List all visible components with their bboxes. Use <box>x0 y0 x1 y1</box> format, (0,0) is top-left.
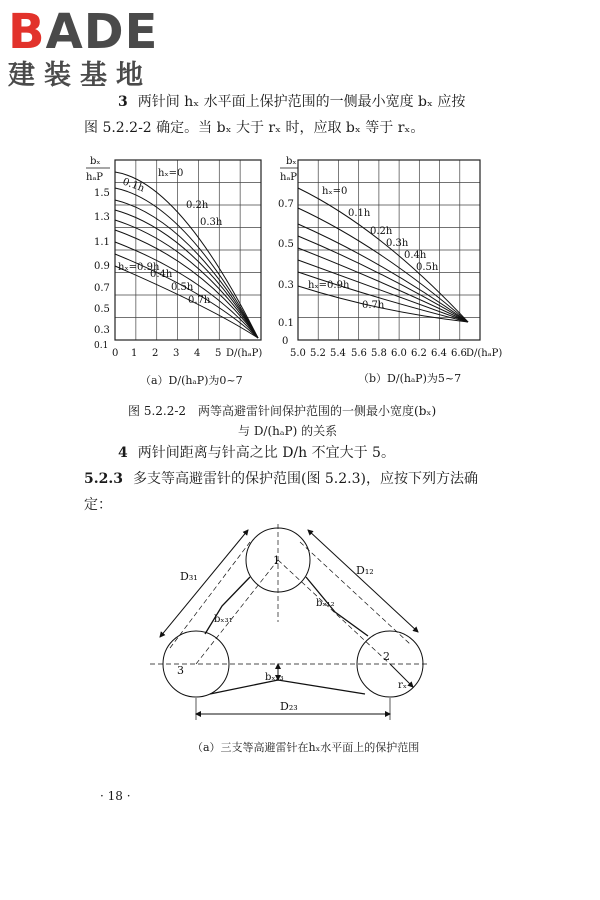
three-rod-protection-diagram <box>150 522 450 722</box>
chart-a-curve-label: 0.4h <box>150 269 173 280</box>
dim-d31-label: D₃₁ <box>180 570 198 583</box>
brand-logo <box>8 6 178 96</box>
chart-a-curve <box>115 172 258 338</box>
chart-a <box>86 156 262 359</box>
paragraph-3-line2: 图 5.2.2-2 确定。当 bₓ 大于 rₓ 时，应取 bₓ 等于 rₓ。 <box>84 120 425 136</box>
chart-b-xtick: 6.4 <box>431 348 447 359</box>
chart-b-curve-label: 0.7h <box>362 300 385 311</box>
chart-a-curve-label: 0.1h <box>120 176 146 195</box>
chart-a-xtick: 1 <box>131 348 138 359</box>
chart-a-curve-label: hₓ=0 <box>158 168 184 179</box>
chart-a-xtick: 0 <box>112 348 119 359</box>
diagram-caption: （a）三支等高避雷针在hₓ水平面上的保护范围 <box>192 741 420 754</box>
chart-a-ytick: 0.5 <box>94 304 110 315</box>
chart-a-xtick: 5 <box>215 348 222 359</box>
chart-b-ytick: 0.3 <box>278 280 294 291</box>
chart-a-curve <box>115 210 258 338</box>
chart-b-xtick: 6.6 <box>451 348 467 359</box>
chart-b-sublabel: （b）D/(hₐP)为5~7 <box>358 372 462 385</box>
chart-b-curve-label: 0.2h <box>370 226 393 237</box>
chart-b-ylabel-bottom: hₐP <box>280 172 298 183</box>
chart-b-curve-label: hₓ=0.9h <box>308 280 350 291</box>
chart-a-xlabel: D/(hₐP) <box>226 348 263 359</box>
chart-b-curve-label: 0.4h <box>404 250 427 261</box>
radius-rx-label: rₓ <box>398 680 408 691</box>
chart-b-curve-label: 0.1h <box>348 208 371 219</box>
chart-a-curve-label: 0.3h <box>200 217 223 228</box>
chart-b-xtick: 6.0 <box>391 348 407 359</box>
chart-a-curve-label: hₓ=0.9h <box>118 262 160 273</box>
rod-2-label: 2 <box>383 650 390 663</box>
chart-a-xtick: 4 <box>194 348 201 359</box>
chart-b-xlabel: D/(hₐP) <box>466 348 503 359</box>
chart-a-ytick: 1.1 <box>94 237 110 248</box>
chart-b-ytick: 0.7 <box>278 199 294 210</box>
logo-wordmark: BADE <box>8 4 159 60</box>
section-5-2-3-line2: 定： <box>84 497 112 513</box>
rod-1-label: 1 <box>273 554 280 567</box>
chart-b-ytick: 0.1 <box>278 318 294 329</box>
chart-a-curve-label: 0.7h <box>188 295 211 306</box>
chart-b-xtick: 5.8 <box>371 348 387 359</box>
section-5-2-3-line1: 5.2.3 多支等高避雷针的保护范围(图 5.2.3)，应按下列方法确 <box>84 471 478 487</box>
chart-a-ytick: 0.9 <box>94 261 110 272</box>
figure-caption-line1: 图 5.2.2-2 两等高避雷针间保护范围的一侧最小宽度(bₓ) <box>128 404 437 418</box>
chart-a-ylabel-bottom: hₐP <box>86 172 104 183</box>
page-number: · 18 · <box>100 789 131 803</box>
dim-d12-label: D₁₂ <box>356 564 374 577</box>
chart-b-xtick: 5.2 <box>310 348 326 359</box>
chart-b-curve <box>298 260 468 322</box>
chart-a-ytick: 0.7 <box>94 283 110 294</box>
chart-b <box>278 156 502 359</box>
logo-subtitle: 建装基地 <box>8 60 152 91</box>
chart-b-curve-label: hₓ=0 <box>322 186 348 197</box>
chart-b-xtick: 5.4 <box>330 348 346 359</box>
figure-5-2-2-2-charts <box>80 150 520 370</box>
dim-d23-label: D₂₃ <box>280 700 298 713</box>
chart-a-ytick: 1.5 <box>94 188 110 199</box>
width-bx31-label: bₓ₃₁ <box>214 614 233 625</box>
chart-b-xtick: 5.0 <box>290 348 306 359</box>
chart-b-curve-label: 0.5h <box>416 262 439 273</box>
rod-3-label: 3 <box>177 664 184 677</box>
chart-a-xtick: 3 <box>173 348 180 359</box>
paragraph-3-line1: 3 两针间 hₓ 水平面上保护范围的一侧最小宽度 bₓ 应按 <box>118 94 466 110</box>
figure-caption-line2: 与 D/(hₐP) 的关系 <box>238 424 338 438</box>
chart-a-sublabel: （a）D/(hₐP)为0~7 <box>140 374 243 387</box>
width-bx12-label: bₓ₁₂ <box>316 598 335 609</box>
chart-a-ytick: 1.3 <box>94 212 110 223</box>
chart-a-ytick: 0.1 <box>94 341 109 351</box>
paragraph-4: 4 两针间距离与针高之比 D/h 不宜大于 5。 <box>118 445 395 461</box>
chart-a-curve-label: 0.5h <box>171 282 194 293</box>
chart-a-ytick: 0.3 <box>94 325 110 336</box>
chart-a-xtick: 2 <box>152 348 159 359</box>
chart-b-ylabel-top: bₓ <box>286 156 297 167</box>
chart-b-xtick: 5.6 <box>351 348 367 359</box>
chart-b-ytick: 0.5 <box>278 239 294 250</box>
width-bx23-label: bₓ₂₃ <box>265 672 284 683</box>
chart-b-curve-label: 0.3h <box>386 238 409 249</box>
chart-b-xtick: 6.2 <box>411 348 427 359</box>
chart-a-ylabel-top: bₓ <box>90 156 101 167</box>
chart-b-ytick: 0 <box>282 336 289 347</box>
chart-a-curve-label: 0.2h <box>186 200 209 211</box>
